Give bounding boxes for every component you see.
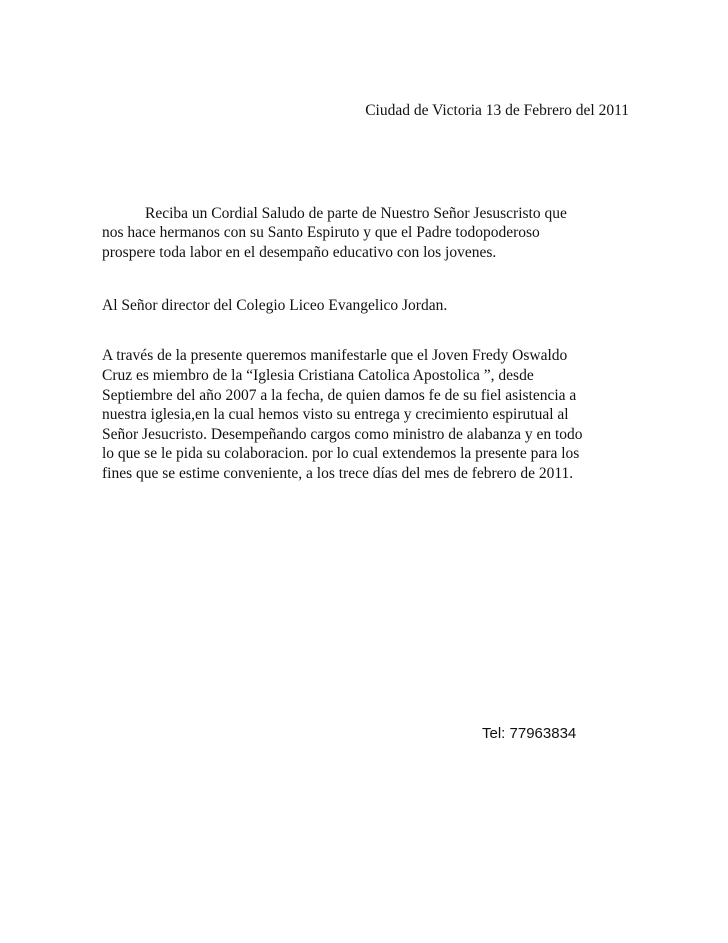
letter-date: Ciudad de Victoria 13 de Febrero del 2011 — [365, 102, 629, 119]
body-line-1: A través de la presente queremos manifestarle que el Joven Fredy Oswaldo — [102, 347, 568, 364]
greeting-line-1: Reciba un Cordial Saludo de parte de Nuestro Señor Jesuscristo que — [145, 205, 567, 222]
addressee-line: Al Señor director del Colegio Liceo Evangelico Jordan. — [102, 297, 448, 314]
greeting-line-2: nos hace hermanos con su Santo Espiruto y que el Padre todopoderoso — [102, 224, 540, 241]
greeting-line-3: prospere toda labor en el desempaño educativo con los jovenes. — [102, 244, 497, 261]
body-line-4: nuestra iglesia,en la cual hemos visto su entrega y crecimiento espirutual al — [102, 406, 569, 423]
body-line-6: lo que se le pida su colaboracion. por lo cual extendemos la presente para los — [102, 445, 580, 462]
body-line-3: Septiembre del año 2007 a la fecha, de quien damos fe de su fiel asistencia a — [102, 387, 577, 404]
body-line-5: Señor Jesucristo. Desempeñando cargos como ministro de alabanza y en todo — [102, 426, 583, 443]
body-line-2: Cruz es miembro de la “Iglesia Cristiana Catolica Apostolica ”, desde — [102, 367, 534, 384]
body-line-7: fines que se estime conveniente, a los trece días del mes de febrero de 2011. — [102, 465, 574, 482]
phone-number: Tel: 77963834 — [482, 725, 577, 742]
